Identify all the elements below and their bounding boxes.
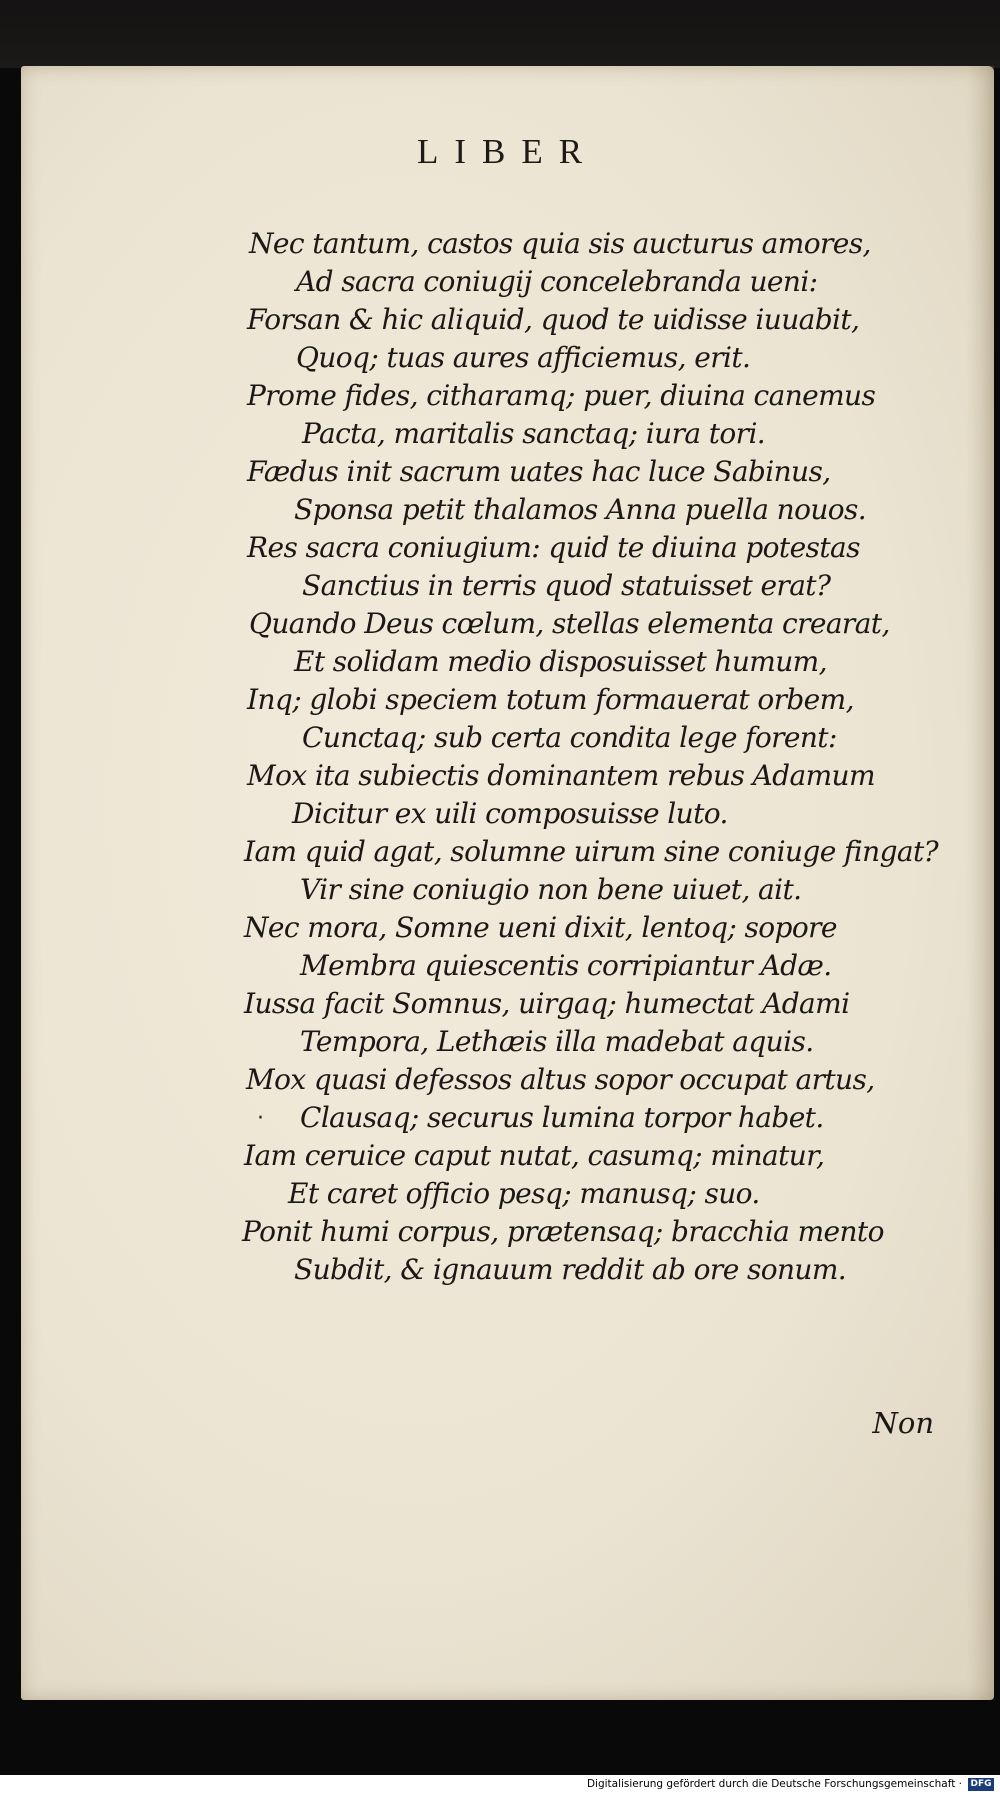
verse-line: Ponit humi corpus, prætensaq; bracchia mento [242, 1215, 884, 1248]
running-title: LIBER [416, 132, 599, 171]
verse-line: Et solidam medio disposuisset humum, [294, 645, 827, 678]
verse-line: Quando Deus cœlum, stellas elementa crearat, [249, 607, 890, 640]
scan-background-top [0, 0, 1000, 68]
stray-ink-dot: · [257, 1106, 264, 1131]
verse-line: Subdit, & ignauum reddit ab ore sonum. [294, 1253, 847, 1286]
footer-credit-text: Digitalisierung gefördert durch die Deutsche Forschungsgemeinschaft · [586, 1778, 962, 1790]
dfg-logo: DFG [968, 1778, 994, 1791]
verse-line: Tempora, Lethæis illa madebat aquis. [300, 1025, 814, 1058]
verse-line: Sanctius in terris quod statuisset erat? [302, 569, 831, 602]
verse-line: Membra quiescentis corripiantur Adæ. [300, 949, 832, 982]
verse-line: Iussa facit Somnus, uirgaq; humectat Adami [244, 987, 850, 1020]
verse-line: Cunctaq; sub certa condita lege forent: [302, 721, 837, 754]
page-edge-shadow [966, 66, 994, 1700]
verse-line: Pacta, maritalis sanctaq; iura tori. [302, 417, 766, 450]
verse-line: Res sacra coniugium: quid te diuina potestas [247, 531, 860, 564]
verse-line: Iam quid agat, solumne uirum sine coniuge fingat? [244, 835, 939, 868]
verse-line: Nec tantum, castos quia sis aucturus amores, [249, 227, 871, 260]
verse-line: Prome fides, citharamq; puer, diuina canemus [247, 379, 876, 412]
verse-line: Iam ceruice caput nutat, casumq; minatur, [244, 1139, 825, 1172]
verse-line: Et caret officio pesq; manusq; suo. [288, 1177, 760, 1210]
verse-line: Nec mora, Somne ueni dixit, lentoq; sopore [244, 911, 837, 944]
verse-line: Forsan & hic aliquid, quod te uidisse iuuabit, [247, 303, 860, 336]
verse-line: Sponsa petit thalamos Anna puella nouos. [294, 493, 867, 526]
verse-line: Mox ita subiectis dominantem rebus Adamum [247, 759, 875, 792]
verse-line: Dicitur ex uili composuisse luto. [292, 797, 728, 830]
verse-line: Vir sine coniugio non bene uiuet, ait. [300, 873, 802, 906]
digitization-footer [0, 1775, 1000, 1794]
verse-line: Inq; globi speciem totum formauerat orbem, [247, 683, 854, 716]
verse-line: Ad sacra coniugij concelebranda ueni: [296, 265, 818, 298]
catchword: Non [872, 1406, 934, 1440]
scan-background-bottom [0, 1700, 1000, 1775]
verse-line: Clausaq; securus lumina torpor habet. [300, 1101, 824, 1134]
verse-line: Mox quasi defessos altus sopor occupat artus, [246, 1063, 875, 1096]
book-page [21, 66, 994, 1700]
verse-line: Fædus init sacrum uates hac luce Sabinus, [247, 455, 831, 488]
verse-line: Quoq; tuas aures afficiemus, erit. [296, 341, 751, 374]
